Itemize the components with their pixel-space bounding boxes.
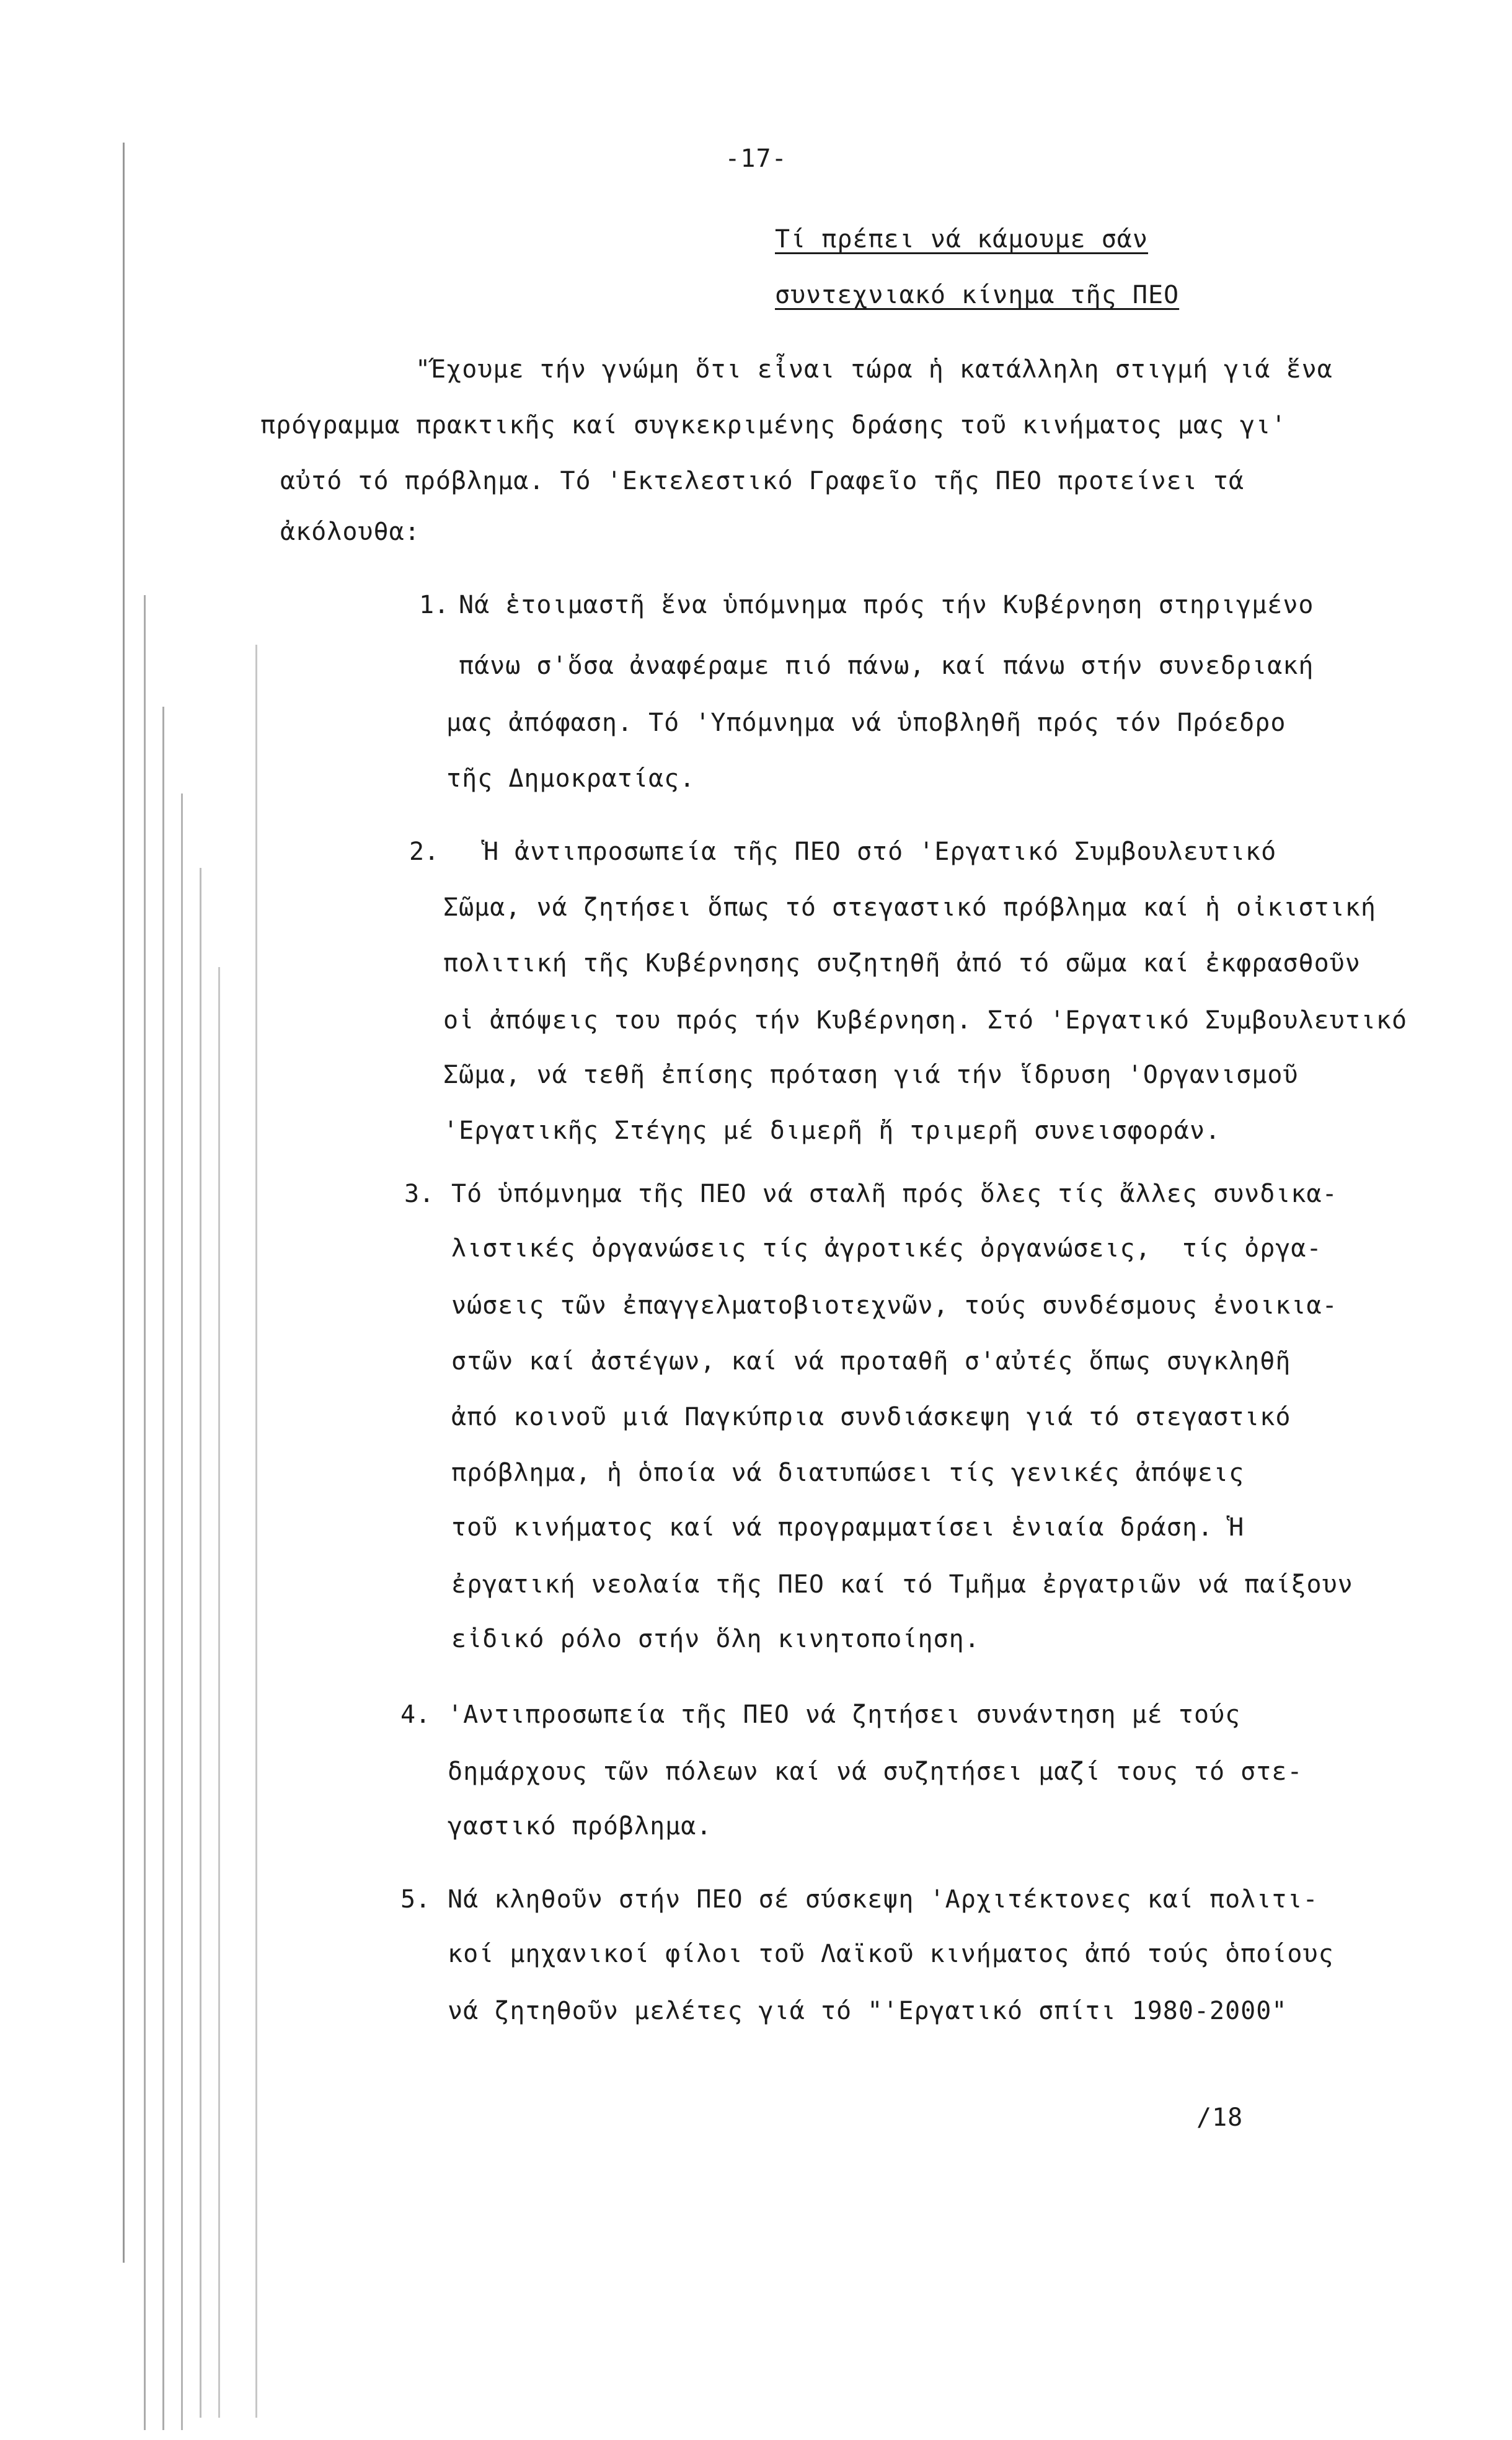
item-line: τῆς Δημοκρατίας.: [446, 764, 696, 793]
page-number: -17-: [725, 144, 787, 173]
item-line: Νά ἑτοιμαστῆ ἕνα ὑπόμνημα πρός τήν Κυβέρνηση στηριγμένο: [459, 591, 1314, 619]
continuation-marker: /18: [1196, 2103, 1244, 2132]
margin-mark: [162, 707, 164, 2430]
item-line: λιστικές ὀργανώσεις τίς ἀγροτικές ὀργανώσεις, τίς ὀργα-: [451, 1234, 1322, 1263]
item-line: νά ζητηθοῦν μελέτες γιά τό "'Εργατικό σπίτι 1980-2000": [448, 1997, 1288, 2025]
item-line: πολιτική τῆς Κυβέρνησης συζητηθῆ ἀπό τό σῶμα καί ἐκφρασθοῦν: [443, 949, 1361, 978]
item-line: δημάρχους τῶν πόλεων καί νά συζητήσει μαζί τους τό στε-: [448, 1757, 1303, 1786]
item-line: ἐργατική νεολαία τῆς ΠΕΟ καί τό Τμῆμα ἐργατριῶν νά παίξουν: [451, 1570, 1353, 1599]
item-line: οἱ ἀπόψεις του πρός τήν Κυβέρνηση. Στό 'Εργατικό Συμβουλευτικό: [443, 1006, 1408, 1035]
intro-line: "Έχουμε τήν γνώμη ὅτι εἶναι τώρα ἡ κατάλληλη στιγμή γιά ἕνα: [415, 355, 1333, 384]
item-number: 4.: [400, 1700, 431, 1729]
item-line: Σῶμα, νά τεθῆ ἐπίσης πρόταση γιά τήν ἵδρυση 'Οργανισμοῦ: [443, 1061, 1299, 1089]
margin-mark: [181, 793, 183, 2430]
item-line: Σῶμα, νά ζητήσει ὅπως τό στεγαστικό πρόβλημα καί ἡ οἰκιστική: [443, 893, 1376, 922]
title-line-2: συντεχνιακό κίνημα τῆς ΠΕΟ: [775, 281, 1180, 309]
item-line: νώσεις τῶν ἐπαγγελματοβιοτεχνῶν, τούς συνδέσμους ἐνοικια-: [451, 1291, 1338, 1320]
item-number: 5.: [400, 1885, 431, 1914]
item-line: Τό ὑπόμνημα τῆς ΠΕΟ νά σταλῆ πρός ὅλες τίς ἄλλες συνδικα-: [451, 1180, 1338, 1208]
item-number: 1.: [419, 591, 449, 619]
margin-mark: [144, 595, 146, 2430]
item-line: γαστικό πρόβλημα.: [448, 1812, 712, 1841]
item-line: Νά κληθοῦν στήν ΠΕΟ σέ σύσκεψη 'Αρχιτέκτονες καί πολιτι-: [448, 1885, 1319, 1914]
item-line: στῶν καί ἀστέγων, καί νά προταθῆ σ'αὐτές ὅπως συγκληθῆ: [451, 1347, 1291, 1376]
margin-mark: [218, 967, 220, 2418]
item-line: κοί μηχανικοί φίλοι τοῦ Λαϊκοῦ κινήματος ἀπό τούς ὁποίους: [448, 1940, 1334, 1968]
item-line: Ἡ ἀντιπροσωπεία τῆς ΠΕΟ στό 'Εργατικό Συμβουλευτικό: [484, 838, 1277, 866]
item-line: ἀπό κοινοῦ μιά Παγκύπρια συνδιάσκεψη γιά τό στεγαστικό: [451, 1403, 1291, 1431]
margin-mark: [255, 645, 257, 2418]
item-line: πάνω σ'ὅσα ἀναφέραμε πιό πάνω, καί πάνω στήν συνεδριακή: [459, 652, 1314, 680]
item-number: 3.: [404, 1180, 435, 1208]
margin-mark: [200, 868, 201, 2418]
item-line: 'Αντιπροσωπεία τῆς ΠΕΟ νά ζητήσει συνάντηση μέ τούς: [448, 1700, 1241, 1729]
item-line: πρόβλημα, ἡ ὁποία νά διατυπώσει τίς γενικές ἀπόψεις: [451, 1459, 1245, 1487]
item-line: εἰδικό ρόλο στήν ὅλη κινητοποίηση.: [451, 1625, 980, 1653]
intro-line: αὐτό τό πρόβλημα. Τό 'Εκτελεστικό Γραφεῖο τῆς ΠΕΟ προτείνει τά: [280, 467, 1245, 495]
item-line: 'Εργατικῆς Στέγης μέ διμερῆ ἤ τριμερῆ συνεισφοράν.: [443, 1116, 1221, 1145]
margin-mark: [123, 143, 125, 2263]
intro-line: ἀκόλουθα:: [280, 518, 420, 546]
item-number: 2.: [409, 838, 440, 866]
item-line: τοῦ κινήματος καί νά προγραμματίσει ἑνιαία δράση. Ἡ: [451, 1513, 1245, 1542]
title-line-1: Τί πρέπει νά κάμουμε σάν: [775, 225, 1148, 254]
intro-line: πρόγραμμα πρακτικῆς καί συγκεκριμένης δράσης τοῦ κινήματος μας γι': [260, 411, 1287, 440]
item-line: μας ἀπόφαση. Τό 'Υπόμνημα νά ὑποβληθῆ πρός τόν Πρόεδρο: [446, 709, 1286, 737]
